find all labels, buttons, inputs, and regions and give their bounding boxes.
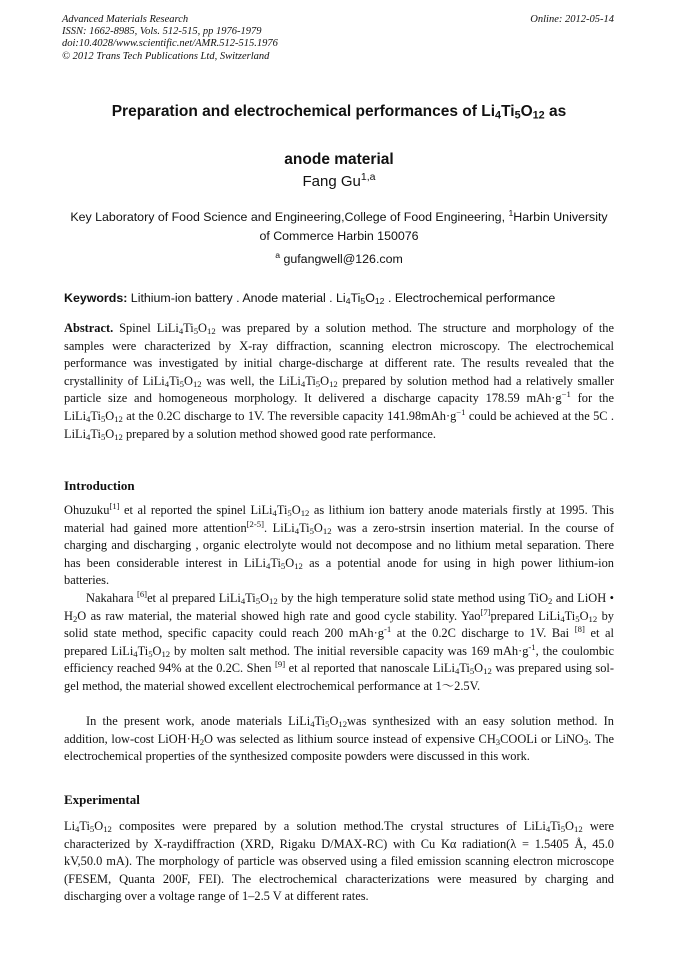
keywords: Keywords: Lithium-ion battery . Anode material . $Li_4Ti_5O_{12}$ . Electrochemical performance [64, 291, 556, 307]
intro-paragraph-1: Ohuzuku[1] et al reported the spinel $LiLi_4Ti_5O_{12}$ as lithium ion battery anode materials firstly at 1995. This material had gained more attention[2-5]. $LiLi_4Ti_5O_{12}$ was a zero-strsin insertion material. In the course of charging and discharging , organic electrolyte would not decompose and no lithium metal separation. There has been considerable interest in $LiLi_4Ti_5O_{12}$ as a potential anode for using in high power lithium-ion batteries. [64, 501, 614, 588]
formula-li4ti5o12: $Li_4Ti_5O_{12}$ [261, 503, 310, 519]
formula-li4ti5o12: $Li_4Ti_5O_{12}$ [443, 661, 492, 677]
title-line-1: Preparation and electrochemical performances of $Li_4Ti_5O_{12}$ as [111, 103, 567, 122]
title-line-2: anode material [284, 151, 394, 168]
page-header [62, 14, 614, 63]
intro-paragraph-2: Nakahara [6]et al prepared $LiLi_4Ti_5O_{12}$ by the high temperature solid state method using TiO$_2$ and LiOH • $H_2O$ as raw material, the material showed high rate and good cycle stability. Yao[7]prepared $LiLi_4Ti_5O_{12}$ by solid state method, specific capacity could reach 200 $mAh\cdot g^{-1}$ at the 0.2C discharge to 1V. Bai [8] et al prepared $LiLi_4Ti_5O_{12}$ by molten salt method. The initial reversible capacity was 169 $mAh\cdot g^{-1}$, the coulombic efficiency reached 94% at the 0.2C. Shen [9] et al reported that nanoscale $LiLi_4Ti_5O_{12}$ was prepared using sol-gel method, the material showed excellent electrochemical performance at 1～2.5V. [64, 589, 614, 693]
experimental-heading: Experimental [64, 792, 140, 807]
intro-paragraph-3: In the present work, anode materials $LiLi_4Ti_5O_{12}was$ synthesized with an easy solution method. In addition, low-cost $LiOH\cdot H_2O$ was selected as lithium source instead of expensive $CH_3COOLi$ or LiNO$_3$. The electrochemical properties of the synthesized composite powders were discussed in this work. [64, 714, 614, 764]
doi-line: doi:10.4028/www.scientific.net/AMR.512-515.1976 [62, 38, 278, 50]
formula-li4ti5o12: $Li_4Ti_5O_{12}$ [122, 643, 171, 659]
formula-li4ti5o12: $Li_4Ti_5O_{12}$ [75, 408, 123, 425]
formula-li4ti5o12: $Li_4Ti_5O_{12}$ [64, 819, 112, 835]
formula-li4ti5o12: $Li_4Ti_5O_{12}$ [289, 373, 338, 389]
paper-title [40, 88, 638, 184]
issn-line: ISSN: 1662-8985, Vols. 512-515, pp 1976-1979 [62, 26, 262, 38]
experimental-paragraph: $Li_4Ti_5O_{12}$ composites were prepared by a solution method.The crystal structures of $LiLi_4Ti_5O_{12}$ were characterized by X-raydiffraction (XRD, Rigaku D/MAX-RC) with Cu Kα radiation(λ = 1.5405 Å, 45.0 kV,50.0 mA). The morphology of particle was observed using a filed emission scanning electron microscope (FESEM, Quanta 200F, FEI). The electrochemical characterizations were measured by charging and discharging over a voltage range of 1–2.5 V at different rates. [64, 819, 614, 904]
formula-li4ti5o12: $Li_4Ti_5O_{12}$ [283, 520, 332, 536]
formula-li4ti5o12: $Li_4Ti_5O_{12}$ [299, 714, 348, 730]
formula-li4ti5o12: $Li_4Ti_5O_{12}$ [153, 373, 202, 389]
formula-li4ti5o12: $Li_4Ti_5O_{12}$ [229, 591, 278, 607]
affiliation: Key Laboratory of Food Science and Engineering,College of Food Engineering, $^1$Harbin University of Commerce Harbin 150076 [70, 208, 608, 243]
author-name: Fang Gu$^{1,a}$ [302, 171, 376, 190]
formula-li4ti5o12: $Li_4Ti_5O_{12}$ [254, 555, 303, 571]
online-date: Online: 2012-05-14 [530, 14, 614, 25]
abstract: Abstract. Spinel $LiLi_4Ti_5O_{12}$ was prepared by a solution method. The structure and morphology of the samples were characterized by X-ray diffraction, scanning electron microscopy. The electrochemical performance was investigated by initial charge-discharge at different rate. The results revealed that the crystallinity of $LiLi_4Ti_5O_{12}$ was well, the $LiLi_4Ti_5O_{12}$ prepared by solution method had a relatively smaller particle size and homogeneous morphology. It delivered a discharge capacity 178.59 $mAh\cdot g^{-1}$ for the $LiLi_4Ti_5O_{12}$ at the 0.2C discharge to 1V. The reversible capacity $141.98mAh\cdot g^{-1}$ could be achieved at the 5C . $LiLi_4Ti_5O_{12}$ prepared by a solution method showed good rate performance. [64, 321, 615, 442]
introduction-heading: Introduction [64, 478, 135, 493]
formula-li4ti5o12: $Li_4Ti_5O_{12}$ [75, 426, 123, 442]
formula-li4ti5o12: $Li_4Ti_5O_{12}$ [167, 321, 216, 337]
copyright-line: © 2012 Trans Tech Publications Ltd, Switzerland [62, 50, 270, 62]
formula-li4ti5o12: $Li_4Ti_5O_{12}$ [549, 608, 598, 624]
formula-li4ti5o12: $Li_4Ti_5O_{12}$ [534, 819, 583, 835]
journal-name: Advanced Materials Research [62, 14, 189, 25]
author-email: $^a$ gufangwell@126.com [275, 250, 403, 266]
